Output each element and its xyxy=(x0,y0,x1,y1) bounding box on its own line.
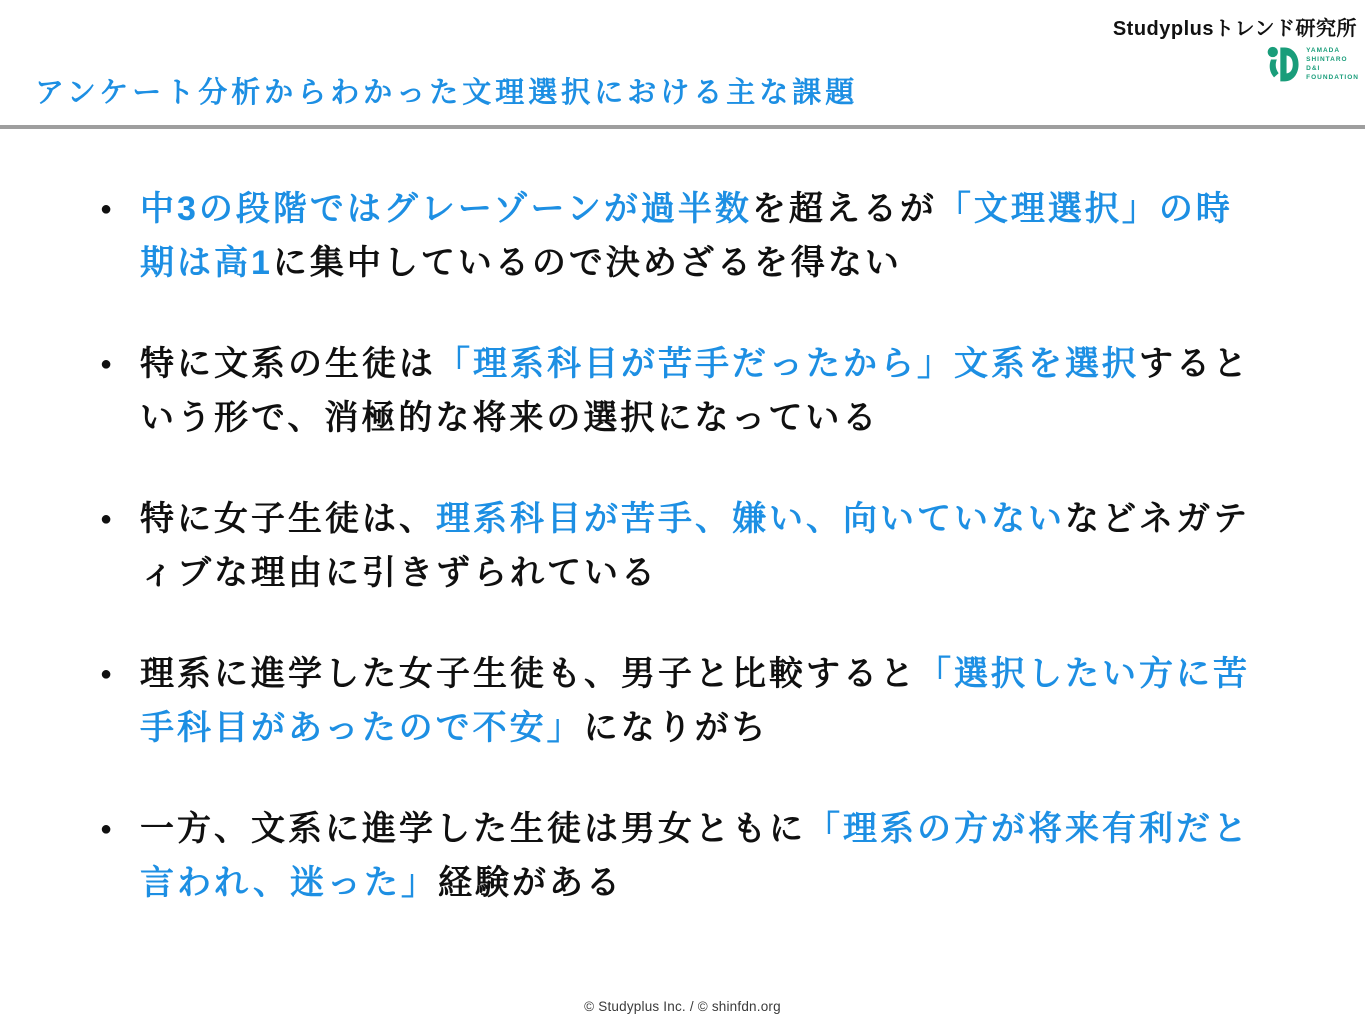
text-segment: 経験がある xyxy=(438,864,624,902)
text-segment: 「選択したい方に苦手科目があったので不安」 xyxy=(140,655,1250,747)
text-segment: を超えるが xyxy=(751,190,937,228)
foundation-logo xyxy=(1267,46,1359,82)
foundation-logo-text xyxy=(1306,46,1359,82)
brand-name: Studyplusトレンド研究所 xyxy=(1112,18,1357,40)
text-segment: 中3の段階ではグレーゾーンが過半数 xyxy=(140,190,752,228)
text-segment: に集中しているので決めざるを得ない xyxy=(272,244,902,282)
text-segment: 特に女子生徒は、 xyxy=(140,500,436,538)
text-segment: するという形で、消極的な将来の選択になっている xyxy=(140,345,1250,437)
foundation-logo-text-line: YAMADA xyxy=(1306,47,1341,54)
page-title: アンケート分析からわかった文理選択における主な課題 xyxy=(35,77,859,109)
list-item xyxy=(100,492,1265,600)
list-item xyxy=(100,802,1265,910)
text-segment: になりがち xyxy=(583,709,769,747)
list-item xyxy=(100,182,1265,290)
text-segment: 理系科目が苦手、嫌い、向いていない xyxy=(436,500,1065,538)
text-segment: 「文理選択」の時期は高1 xyxy=(140,190,1233,282)
text-segment: 「理系の方が将来有利だと言われ、迷った」 xyxy=(140,810,1250,902)
list-item xyxy=(100,337,1265,445)
bullet-list xyxy=(100,182,1265,957)
text-segment: 理系に進学した女子生徒も、男子と比較すると xyxy=(140,655,917,693)
text-segment: 一方、文系に進学した生徒は男女ともに xyxy=(140,810,806,848)
divider xyxy=(0,125,1365,129)
text-segment: などネガティブな理由に引きずられている xyxy=(140,500,1250,592)
foundation-logo-text-line: FOUNDATION xyxy=(1306,74,1359,81)
id-logo-icon xyxy=(1267,46,1299,82)
list-item xyxy=(100,647,1265,755)
text-segment: 特に文系の生徒は xyxy=(140,345,436,383)
foundation-logo-text-line: SHINTARO xyxy=(1306,56,1348,63)
footer-copyright: © Studyplus Inc. / © shinfdn.org xyxy=(584,999,781,1014)
text-segment: 「理系科目が苦手だったから」文系を選択 xyxy=(436,345,1139,383)
foundation-logo-text-line: D&I xyxy=(1306,65,1321,72)
